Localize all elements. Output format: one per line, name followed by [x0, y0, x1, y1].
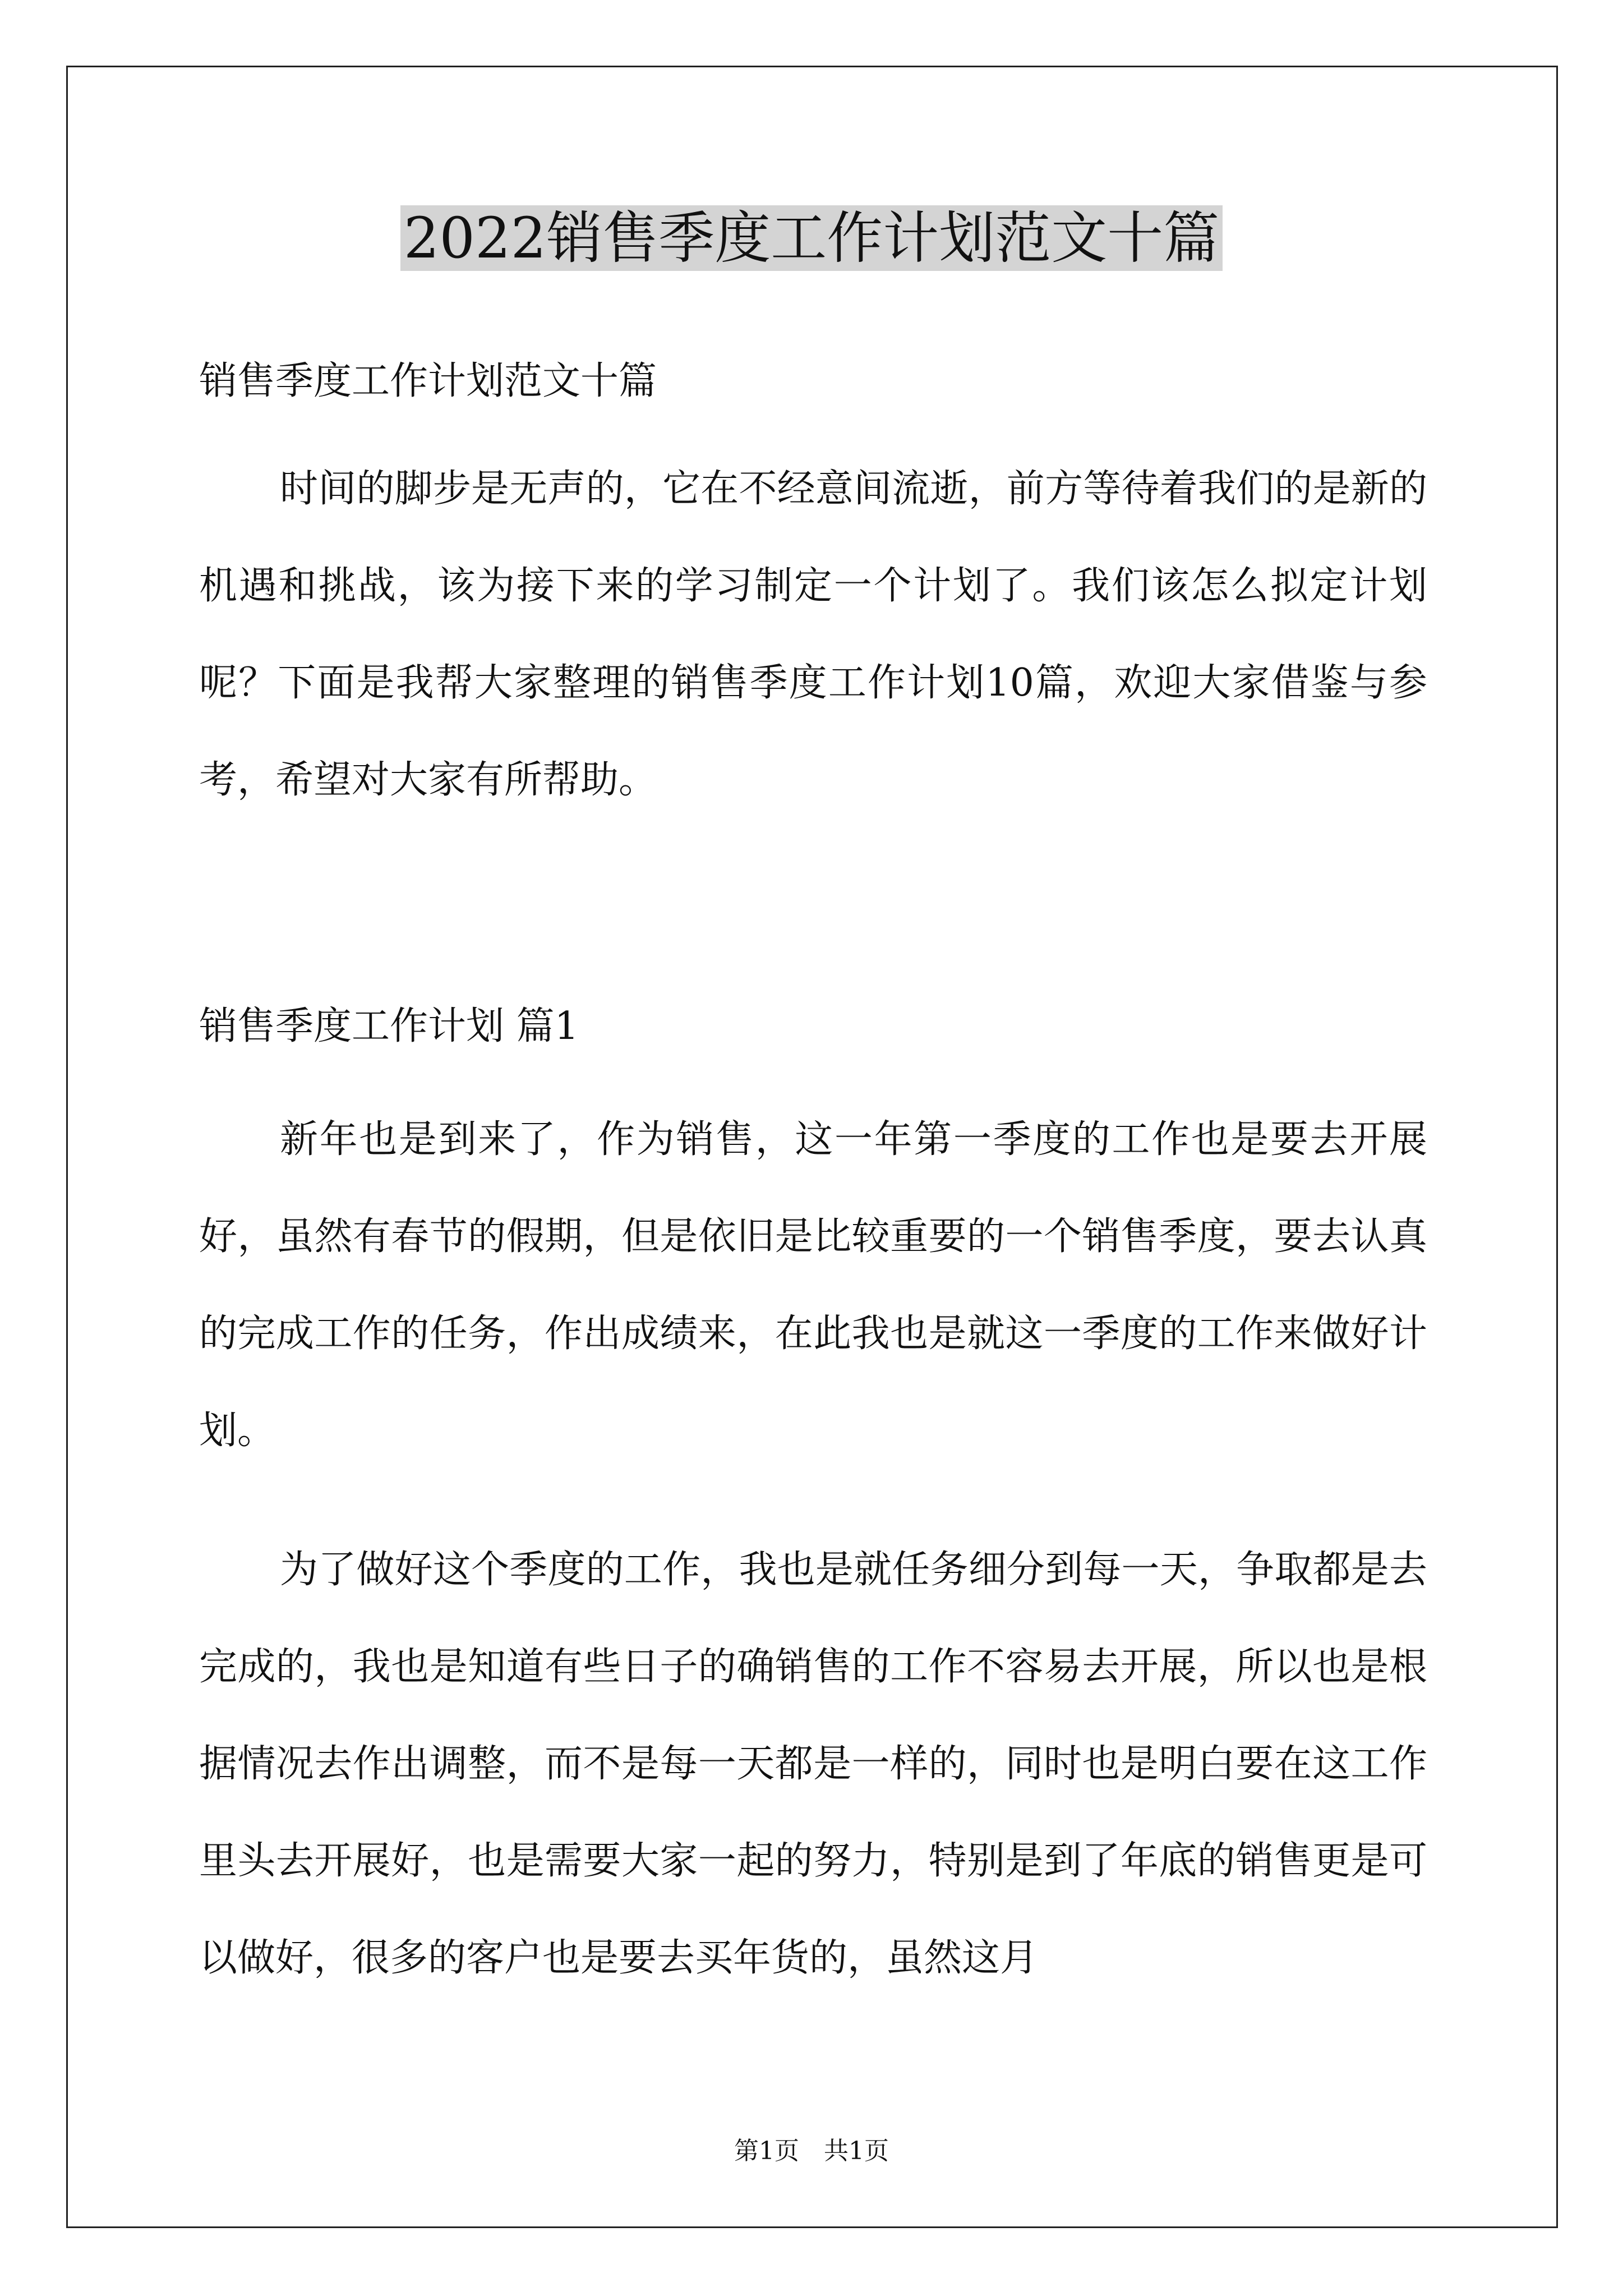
intro-paragraph: 时间的脚步是无声的，它在不经意间流逝，前方等待着我们的是新的机遇和挑战，该为接下来的学习制定一个计划了。我们该怎么拟定计划呢？下面是我帮大家整理的销售季度工作计划10篇，欢迎大家借鉴与参考，希望对大家有所帮助。 — [199, 467, 1427, 802]
document-subtitle: 销售季度工作计划范文十篇 — [199, 359, 657, 403]
document-title — [0, 199, 1623, 278]
document-title-text: 2022销售季度工作计划范文十篇 — [400, 205, 1223, 271]
page-footer: 第1页 共1页 — [734, 2137, 889, 2165]
body-paragraph: 为了做好这个季度的工作，我也是就任务细分到每一天，争取都是去完成的，我也是知道有些日子的确销售的工作不容易去开展，所以也是根据情况去作出调整，而不是每一天都是一样的，同时也是明白要在这工作里头去开展好，也是需要大家一起的努力，特别是到了年底的销售更是可以做好，很多的客户也是要去买年货的，虽然这月 — [199, 1548, 1427, 1980]
body-paragraph: 新年也是到来了，作为销售，这一年第一季度的工作也是要去开展好，虽然有春节的假期，但是依旧是比较重要的一个销售季度，要去认真的完成工作的任务，作出成绩来，在此我也是就这一季度的工作来做好计划。 — [199, 1117, 1427, 1453]
section-heading: 销售季度工作计划 篇1 — [199, 1004, 579, 1048]
